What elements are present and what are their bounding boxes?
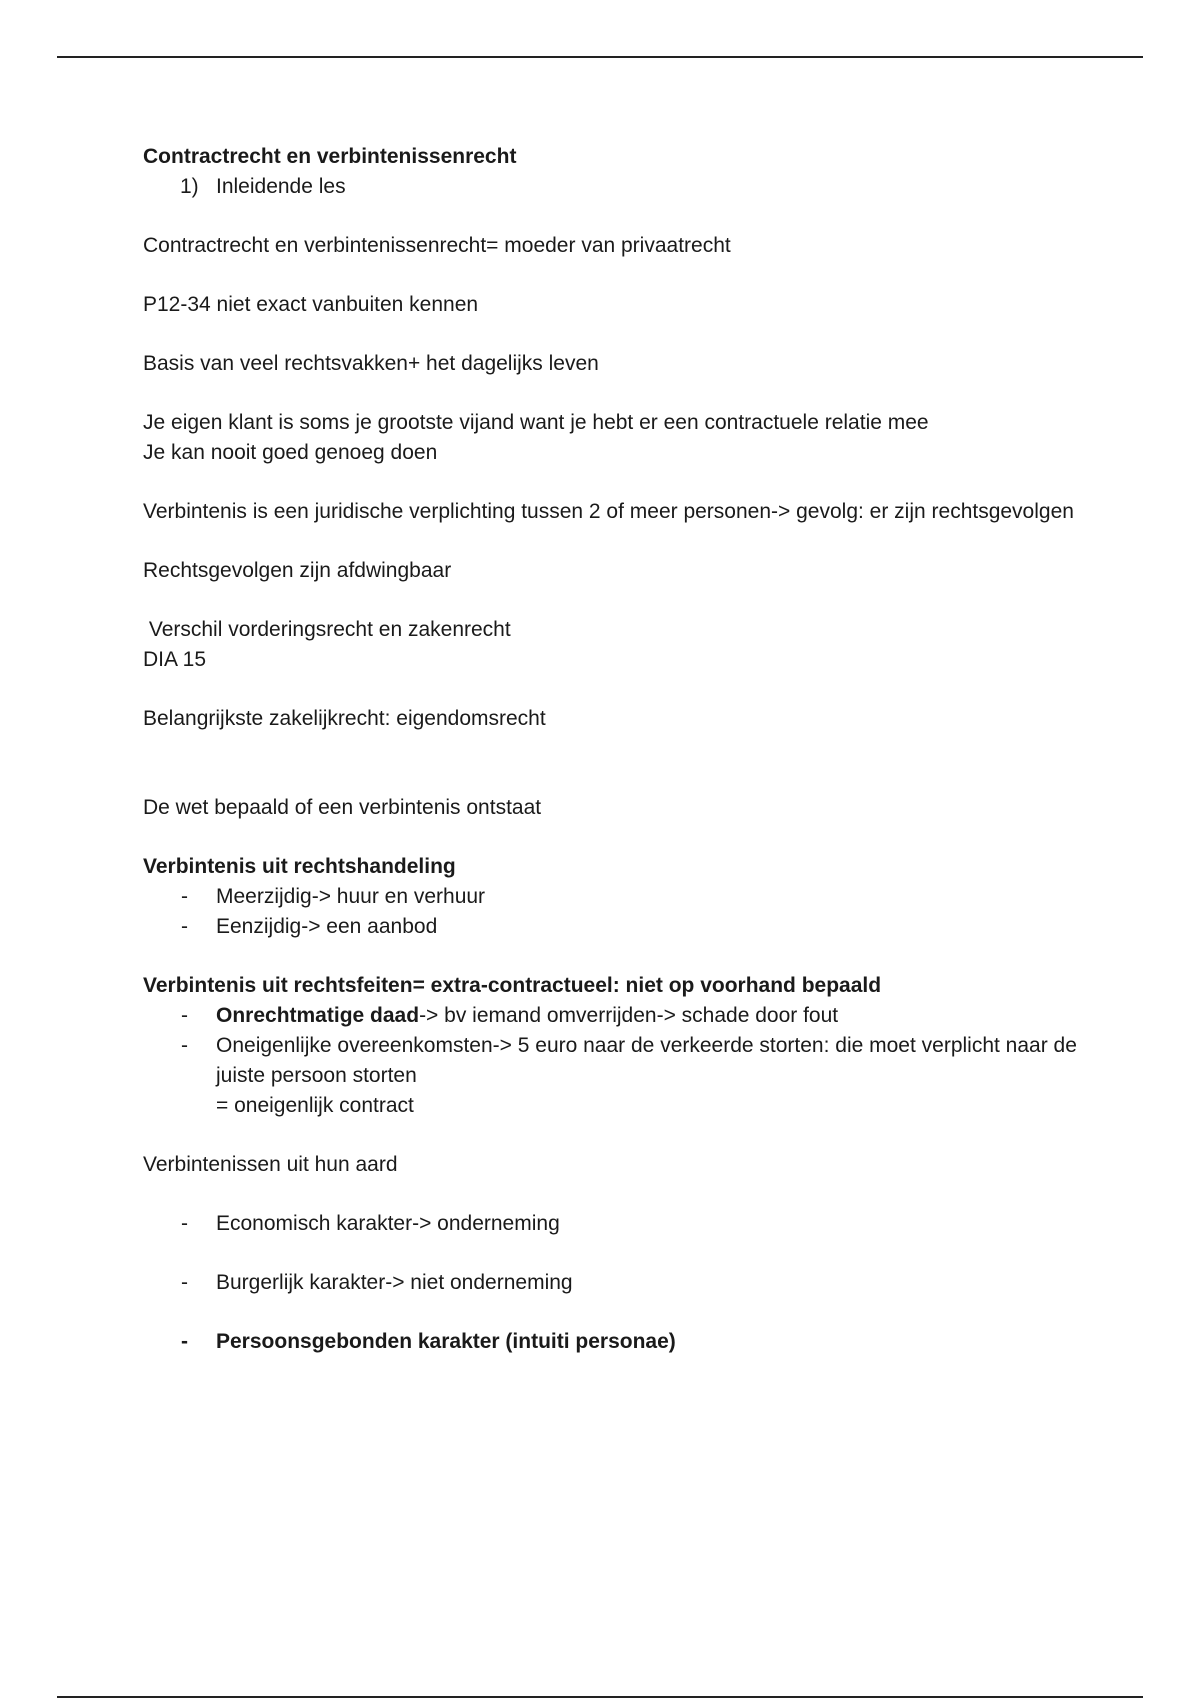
paragraph: Contractrecht en verbintenissenrecht= moeder van privaatrecht xyxy=(143,234,731,257)
paragraph-line: Je eigen klant is soms je grootste vijand want je hebt er een contractuele relatie mee xyxy=(143,411,929,434)
list-item-text: Persoonsgebonden karakter (intuiti personae) xyxy=(216,1330,676,1353)
list-item xyxy=(143,882,1083,912)
list-bullet: - xyxy=(181,1330,188,1353)
list-item xyxy=(143,912,1083,942)
list-item-text xyxy=(216,1001,1083,1031)
paragraph: Belangrijkste zakelijkrecht: eigendomsrecht xyxy=(143,707,546,730)
list-item-text: Eenzijdig-> een aanbod xyxy=(216,915,438,938)
list-item-text: Burgerlijk karakter-> niet onderneming xyxy=(216,1271,573,1294)
list-item-text: Meerzijdig-> huur en verhuur xyxy=(216,885,486,908)
paragraph: Verbintenis is een juridische verplichting tussen 2 of meer personen-> gevolg: er zijn rechtsgevolgen xyxy=(143,500,1074,523)
document-title: Contractrecht en verbintenissenrecht xyxy=(143,145,517,168)
paragraph: De wet bepaald of een verbintenis ontstaat xyxy=(143,796,542,819)
paragraph: Rechtsgevolgen zijn afdwingbaar xyxy=(143,559,452,582)
list-bullet: - xyxy=(181,1212,188,1235)
paragraph: P12-34 niet exact vanbuiten kennen xyxy=(143,293,479,316)
section-heading: Verbintenissen uit hun aard xyxy=(143,1153,398,1176)
list-item-rest: -> bv iemand omverrijden-> schade door fout xyxy=(419,1004,839,1027)
paragraph: Basis van veel rechtsvakken+ het dagelijks leven xyxy=(143,352,599,375)
list-item xyxy=(143,1209,1083,1239)
numbered-list-item xyxy=(143,172,1083,202)
list-item xyxy=(143,1031,1083,1091)
list-bullet: - xyxy=(181,1271,188,1294)
list-bullet: - xyxy=(181,885,188,908)
header-rule xyxy=(57,56,1143,58)
document-body xyxy=(143,142,1083,1357)
list-item xyxy=(143,1001,1083,1031)
list-item-text: Oneigenlijke overeenkomsten-> 5 euro naar de verkeerde storten: die moet verplicht naar de juiste persoon storten xyxy=(216,1034,1077,1087)
section-heading: Verbintenis uit rechtshandeling xyxy=(143,855,456,878)
paragraph-line: Je kan nooit goed genoeg doen xyxy=(143,441,438,464)
list-bullet: - xyxy=(181,1034,188,1057)
emphasis-text: Onrechtmatige daad xyxy=(216,1004,420,1027)
footer-rule xyxy=(57,1696,1143,1698)
list-item-text: Inleidende les xyxy=(216,175,346,198)
list-item-continuation: = oneigenlijk contract xyxy=(216,1094,414,1117)
list-bullet: - xyxy=(181,915,188,938)
list-item xyxy=(143,1327,1083,1357)
paragraph-line: DIA 15 xyxy=(143,648,207,671)
paragraph-line: Verschil vorderingsrecht en zakenrecht xyxy=(143,618,511,641)
section-heading: Verbintenis uit rechtsfeiten= extra-contractueel: niet op voorhand bepaald xyxy=(143,974,882,997)
list-number: 1) xyxy=(180,175,199,198)
list-item-text: Economisch karakter-> onderneming xyxy=(216,1212,560,1235)
list-bullet: - xyxy=(181,1004,188,1027)
list-item xyxy=(143,1268,1083,1298)
